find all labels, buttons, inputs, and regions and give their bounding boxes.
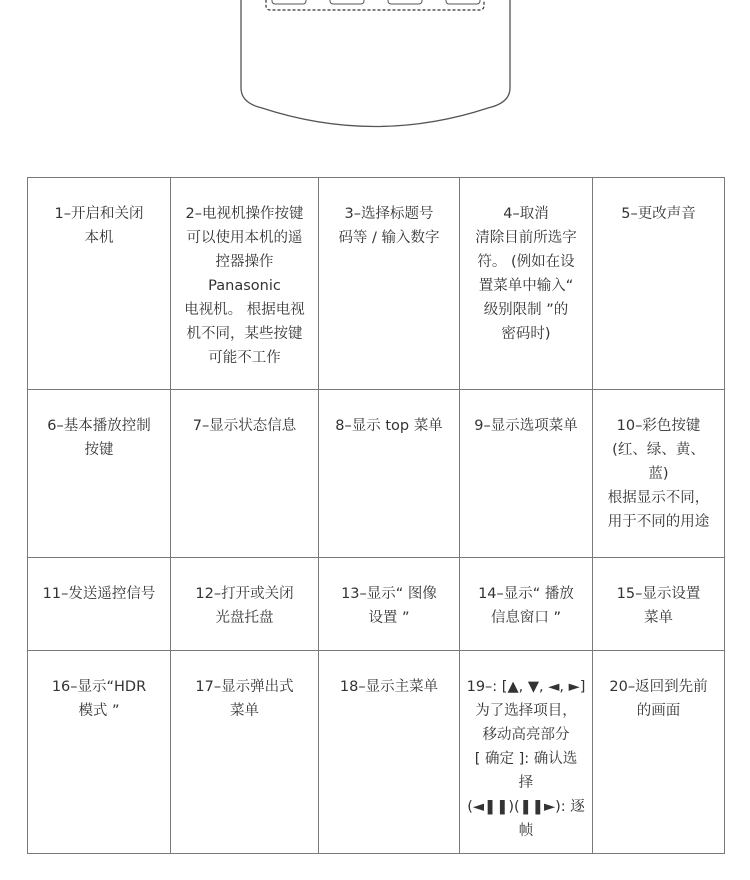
legend-text-line: 19–: [▲, ▼, ◄, ►]: [466, 679, 586, 695]
remote-button: [446, 0, 480, 4]
legend-text-line: 12–打开或关闭: [195, 586, 294, 602]
legend-text-line: [ 确定 ]: 确认选: [474, 751, 578, 767]
legend-cell: [171, 651, 319, 854]
legend-text-line: 菜单: [230, 703, 259, 719]
legend-cell: [171, 558, 319, 651]
legend-text-line: 本机: [84, 230, 114, 246]
legend-text-line: 17–显示弹出式: [195, 679, 294, 695]
legend-text-line: 1–开启和关闭: [54, 206, 144, 222]
legend-text-line: 符。 (例如在设: [477, 254, 575, 270]
legend-text-line: 18–显示主菜单: [339, 679, 439, 695]
legend-cell: [171, 390, 319, 558]
remote-button: [388, 0, 422, 4]
button-legend-table: [27, 177, 725, 854]
legend-text-line: 可以使用本机的遥: [186, 230, 303, 246]
legend-cell: [28, 651, 171, 854]
legend-cell: [319, 390, 460, 558]
legend-text-line: 设置 ”: [368, 610, 410, 626]
legend-text-line: 机不同，某些按键: [186, 326, 303, 342]
legend-text-line: 9–显示选项菜单: [474, 418, 578, 434]
legend-cell: [460, 651, 593, 854]
legend-text-line: 信息窗口 ”: [490, 610, 562, 626]
legend-text-line: 8–显示 top 菜单: [335, 418, 443, 434]
legend-text-line: 清除目前所选字: [475, 230, 577, 246]
legend-text-line: 移动高亮部分: [482, 727, 570, 743]
legend-text-line: 5–更改声音: [621, 206, 696, 222]
legend-text-line: 级别限制 ”的: [483, 302, 569, 318]
legend-cell: [460, 178, 593, 390]
legend-cell: [593, 390, 725, 558]
legend-cell: [171, 178, 319, 390]
legend-text-line: 菜单: [644, 610, 673, 626]
legend-text-line: 13–显示“ 图像: [341, 586, 437, 602]
remote-button: [330, 0, 364, 4]
legend-text-line: 2–电视机操作按键: [185, 206, 304, 222]
legend-text-line: 蓝): [648, 466, 669, 482]
legend-text-line: 控器操作: [215, 254, 274, 270]
remote-button: [272, 0, 306, 4]
legend-text-line: 20–返回到先前: [609, 679, 708, 695]
legend-cell: [319, 651, 460, 854]
remote-control-illustration: [0, 0, 750, 140]
legend-text-line: 15–显示设置: [616, 586, 701, 602]
legend-text-line: 按键: [84, 442, 114, 458]
legend-row: [28, 390, 725, 558]
legend-text-line: 置菜单中输入“: [478, 278, 574, 294]
legend-row: [28, 651, 725, 854]
legend-text-line: 14–显示“ 播放: [478, 586, 574, 602]
legend-text-line: 择: [518, 775, 534, 791]
legend-text-line: 可能不工作: [208, 350, 281, 366]
legend-text-line: (红、绿、黄、: [612, 442, 705, 458]
legend-text-line: Panasonic: [208, 278, 281, 294]
remote-button-row-frame: [266, 0, 484, 10]
legend-cell: [593, 651, 725, 854]
legend-body: [28, 178, 725, 854]
legend-cell: [28, 558, 171, 651]
legend-cell: [460, 390, 593, 558]
legend-text-line: 11–发送遥控信号: [42, 586, 156, 602]
legend-text-line: 4–取消: [503, 206, 549, 222]
legend-cell: [593, 558, 725, 651]
legend-text-line: 电视机。 根据电视: [184, 302, 305, 318]
legend-text-line: 3–选择标题号: [344, 206, 434, 222]
legend-text-line: 模式 ”: [78, 703, 120, 719]
legend-text-line: 的画面: [636, 703, 681, 719]
legend-row: [28, 178, 725, 390]
legend-cell: [319, 178, 460, 390]
legend-text-line: 光盘托盘: [215, 610, 274, 626]
legend-text-line: 为了选择项目，: [475, 703, 577, 719]
legend-text-line: 6–基本播放控制: [47, 418, 151, 434]
legend-cell: [460, 558, 593, 651]
legend-text-line: 10–彩色按键: [616, 418, 701, 434]
legend-text-line: (◄❚❚)(❚❚►): 逐帧: [467, 799, 585, 839]
legend-cell: [28, 390, 171, 558]
legend-row: [28, 558, 725, 651]
remote-body-outline: [241, 0, 510, 127]
legend-text-line: 用于不同的用途: [607, 514, 710, 530]
legend-text-line: 7–显示状态信息: [192, 418, 297, 434]
legend-text-line: 码等 / 输入数字: [338, 230, 440, 246]
legend-text-line: 根据显示不同，: [607, 490, 710, 506]
legend-text-line: 16–显示“HDR: [51, 679, 147, 695]
legend-cell: [593, 178, 725, 390]
legend-cell: [28, 178, 171, 390]
legend-cell: [319, 558, 460, 651]
legend-text-line: 密码时): [501, 326, 551, 342]
